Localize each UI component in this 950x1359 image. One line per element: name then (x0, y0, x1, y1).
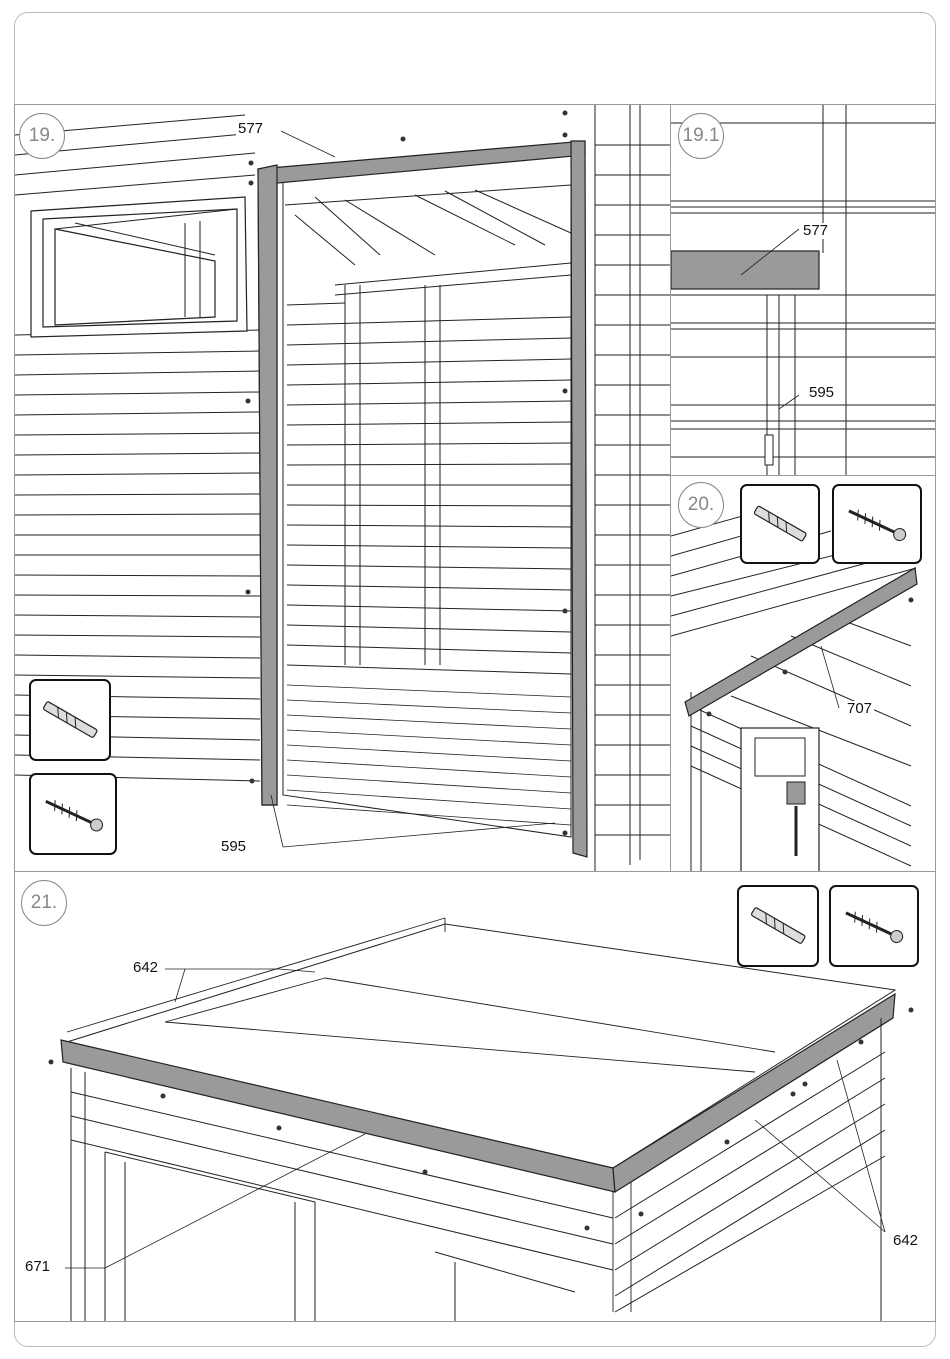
panel-step-20 (670, 475, 936, 872)
drill-bit-icon (742, 486, 818, 562)
shed-door-illustration (15, 105, 671, 872)
step-number-21: 21. (21, 880, 67, 926)
hardware-box-drill (29, 679, 111, 761)
part-label-707: 707 (847, 700, 873, 717)
drill-bit-icon (739, 887, 817, 965)
panel-step-19-1 (670, 104, 936, 476)
part-label-671: 671 (25, 1258, 51, 1275)
part-label-577: 577 (803, 222, 829, 239)
hardware-box-drill (740, 484, 820, 564)
step-number-20: 20. (678, 482, 724, 528)
panel-step-21 (14, 871, 936, 1322)
step-number-19: 19. (19, 113, 65, 159)
screw-icon (831, 887, 917, 965)
part-label-642: 642 (133, 959, 159, 976)
drill-bit-icon (31, 681, 109, 759)
screw-icon (834, 486, 920, 562)
screw-icon (31, 775, 115, 853)
hardware-box-drill (737, 885, 819, 967)
header-detail-illustration (671, 105, 936, 476)
hardware-box-screw (832, 484, 922, 564)
hardware-box-screw (29, 773, 117, 855)
part-label-595: 595 (809, 384, 835, 401)
part-label-577: 577 (238, 120, 264, 137)
step-number-19-1: 19.1 (678, 113, 724, 159)
part-label-642-side: 642 (893, 1232, 919, 1249)
panel-step-19 (14, 104, 671, 872)
hardware-box-screw (829, 885, 919, 967)
part-label-595: 595 (221, 838, 247, 855)
